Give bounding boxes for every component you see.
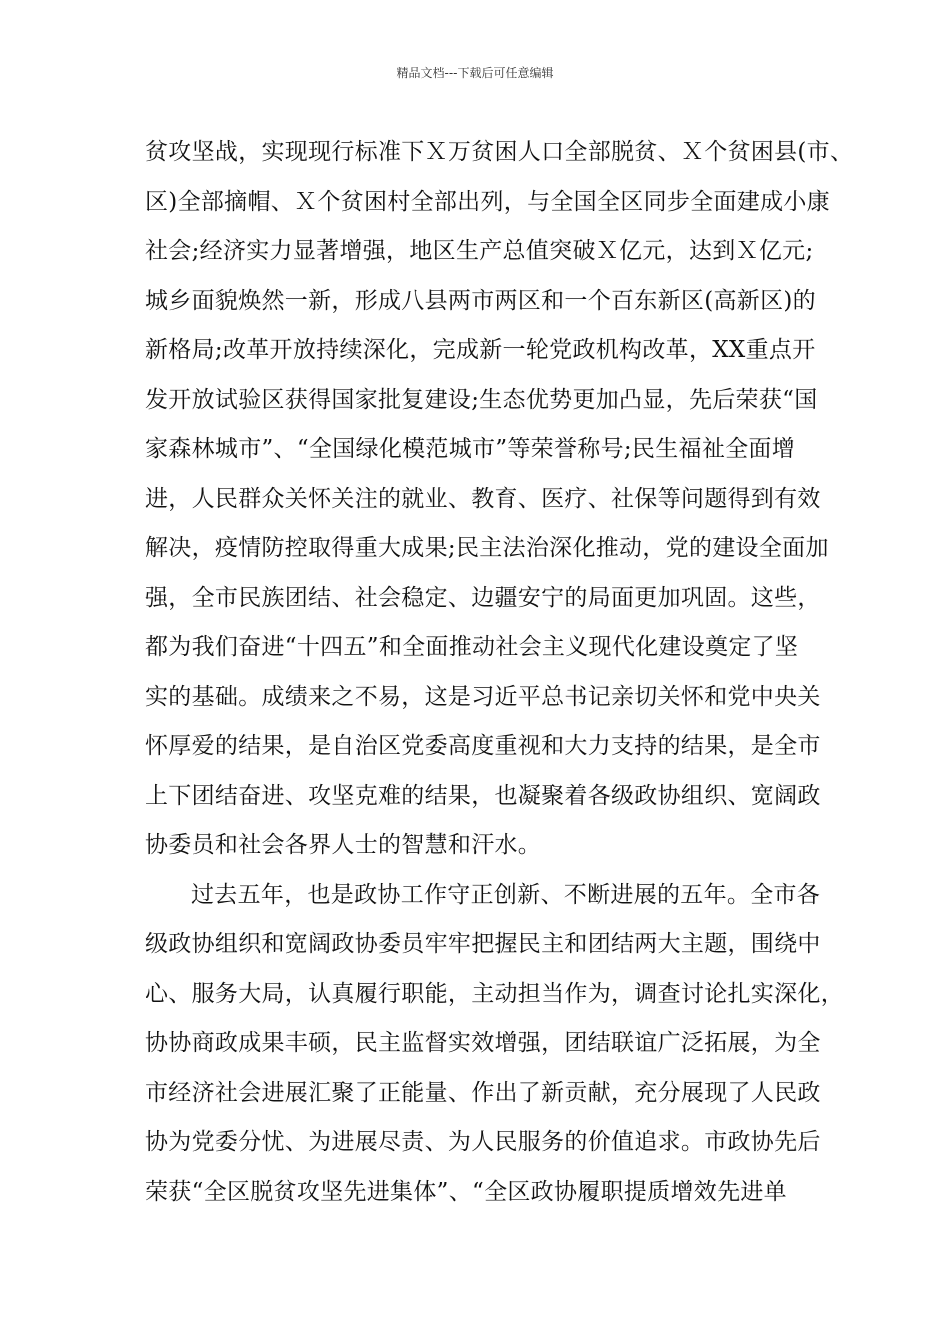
text-line: 都为我们奋进“十四五”和全面推动社会主义现代化建设奠定了坚 bbox=[145, 634, 799, 660]
text-line: 心、服务大局，认真履行职能，主动担当作为，调查讨论扎实深化， bbox=[145, 980, 844, 1007]
text-line: 发开放试验区获得国家批复建设;生态优势更加凸显，先后荣获“国 bbox=[145, 386, 818, 413]
text-line: 家森林城市”、“全国绿化模范城市”等荣誉称号;民生福祉全面增 bbox=[145, 436, 796, 462]
text-line: 解决，疫情防控取得重大成果;民主法治深化推动，党的建设全面加 bbox=[145, 535, 829, 561]
text-line: 荣获“全区脱贫攻坚先进集体”、“全区政协履职提质增效先进单 bbox=[145, 1178, 787, 1205]
paragraph-2 bbox=[145, 871, 844, 1218]
text-line: 实的基础。成绩来之不易，这是习近平总书记亲切关怀和党中央关 bbox=[145, 683, 821, 710]
text-line: 级政协组织和宽阔政协委员牢牢把握民主和团结两大主题，围绕中 bbox=[145, 931, 821, 957]
text-line: 过去五年，也是政协工作守正创新、不断进展的五年。全市各 bbox=[191, 881, 821, 908]
text-line: 区)全部摘帽、Ｘ个贫困村全部出列，与全国全区同步全面建成小康 bbox=[145, 188, 830, 215]
text-line: 进，人民群众关怀关注的就业、教育、医疗、社保等问题得到有效 bbox=[145, 485, 821, 512]
text-line: 协委员和社会各界人士的智慧和汗水。 bbox=[145, 832, 542, 858]
text-line: 贫攻坚战，实现现行标准下Ｘ万贫困人口全部脱贫、Ｘ个贫困县(市、 bbox=[145, 139, 854, 165]
document-body bbox=[145, 128, 854, 1217]
text-line: 强，全市民族团结、社会稳定、边疆安宁的局面更加巩固。这些， bbox=[145, 584, 821, 611]
page-header: 精品文档---下载后可任意编辑 bbox=[396, 66, 554, 80]
text-line: 怀厚爱的结果，是自治区党委高度重视和大力支持的结果，是全市 bbox=[145, 733, 821, 759]
text-line: 社会;经济实力显著增强，地区生产总值突破Ｘ亿元，达到Ｘ亿元; bbox=[145, 238, 814, 264]
text-line: 新格局;改革开放持续深化，完成新一轮党政机构改革，XX重点开 bbox=[145, 337, 816, 363]
paragraph-1 bbox=[145, 128, 854, 871]
text-line: 城乡面貌焕然一新，形成八县两市两区和一个百东新区(高新区)的 bbox=[145, 287, 816, 314]
text-line: 上下团结奋进、攻坚克难的结果，也凝聚着各级政协组织、宽阔政 bbox=[145, 782, 821, 809]
text-line: 协协商政成果丰硕，民主监督实效增强，团结联谊广泛拓展，为全 bbox=[145, 1030, 821, 1056]
text-line: 协为党委分忧、为进展尽责、为人民服务的价值追求。市政协先后 bbox=[145, 1129, 821, 1155]
text-line: 市经济社会进展汇聚了正能量、作出了新贡献，充分展现了人民政 bbox=[145, 1079, 821, 1106]
